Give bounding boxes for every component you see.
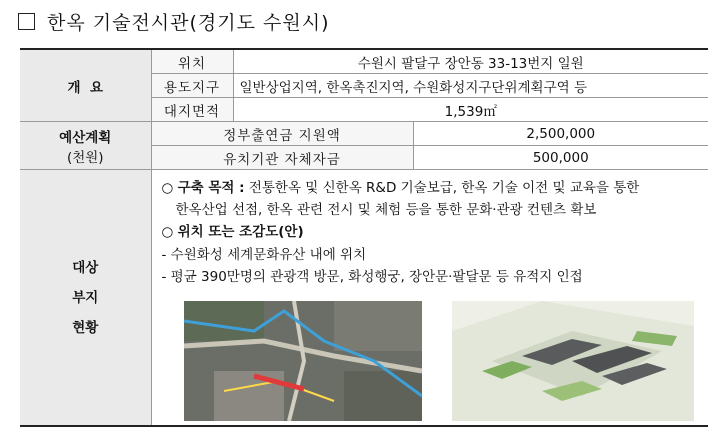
bullet-item: - 평균 390만명의 관광객 방문, 화성행궁, 장안문·팔달문 등 유적지 인접 — [161, 269, 583, 285]
row-key: 용도지구 — [151, 74, 233, 98]
table-row — [20, 170, 708, 427]
table-row — [20, 122, 708, 146]
purpose-line-2: 한옥산업 선점, 한옥 관련 전시 및 체험 등을 통한 문화·관광 컨텐츠 확보 — [175, 202, 597, 218]
info-table — [20, 48, 708, 427]
row-key: 대지면적 — [151, 98, 233, 122]
site-content — [151, 170, 708, 427]
overview-label: 개 요 — [20, 49, 151, 122]
aerial-map-photo — [184, 301, 422, 421]
title-text: 한옥 기술전시관(경기도 수원시) — [47, 11, 330, 34]
site-label-line: 현황 — [72, 319, 99, 336]
row-value: 일반상업지역, 한옥촉진지역, 수원화성지구단위계획구역 등 — [233, 74, 708, 98]
bullet-circle: ○ — [161, 224, 178, 240]
row-key: 정부출연금 지원액 — [151, 122, 413, 146]
location-line — [162, 220, 304, 240]
bullet-item: - 수원화성 세계문화유산 내에 위치 — [161, 247, 367, 263]
bullet-circle: ○ — [161, 180, 178, 196]
row-key: 위치 — [151, 49, 233, 74]
budget-label-text: 예산계획 — [59, 129, 112, 146]
row-value: 수원시 팔달구 장안동 33-13번지 일원 — [233, 49, 708, 74]
row-value: 1,539㎡ — [233, 98, 708, 122]
purpose-heading: 구축 목적 : — [177, 180, 245, 196]
site-label-line: 부지 — [72, 289, 99, 306]
site-label — [20, 170, 151, 427]
budget-unit: (천원) — [66, 149, 104, 166]
site-label-line: 대상 — [72, 259, 99, 276]
budget-label — [20, 122, 151, 170]
row-value: 500,000 — [413, 146, 708, 170]
purpose-line — [162, 176, 640, 196]
document-title — [18, 6, 330, 36]
table-row — [20, 49, 708, 74]
row-key: 유치기관 자체자금 — [151, 146, 413, 170]
row-value: 2,500,000 — [413, 122, 708, 146]
location-heading: 위치 또는 조감도(안) — [177, 224, 304, 240]
purpose-text: 전통한옥 및 신한옥 R&D 기술보급, 한옥 기술 이전 및 교육을 통한 — [244, 180, 640, 196]
checkbox-square-icon — [18, 13, 35, 30]
building-rendering-image — [452, 301, 694, 421]
